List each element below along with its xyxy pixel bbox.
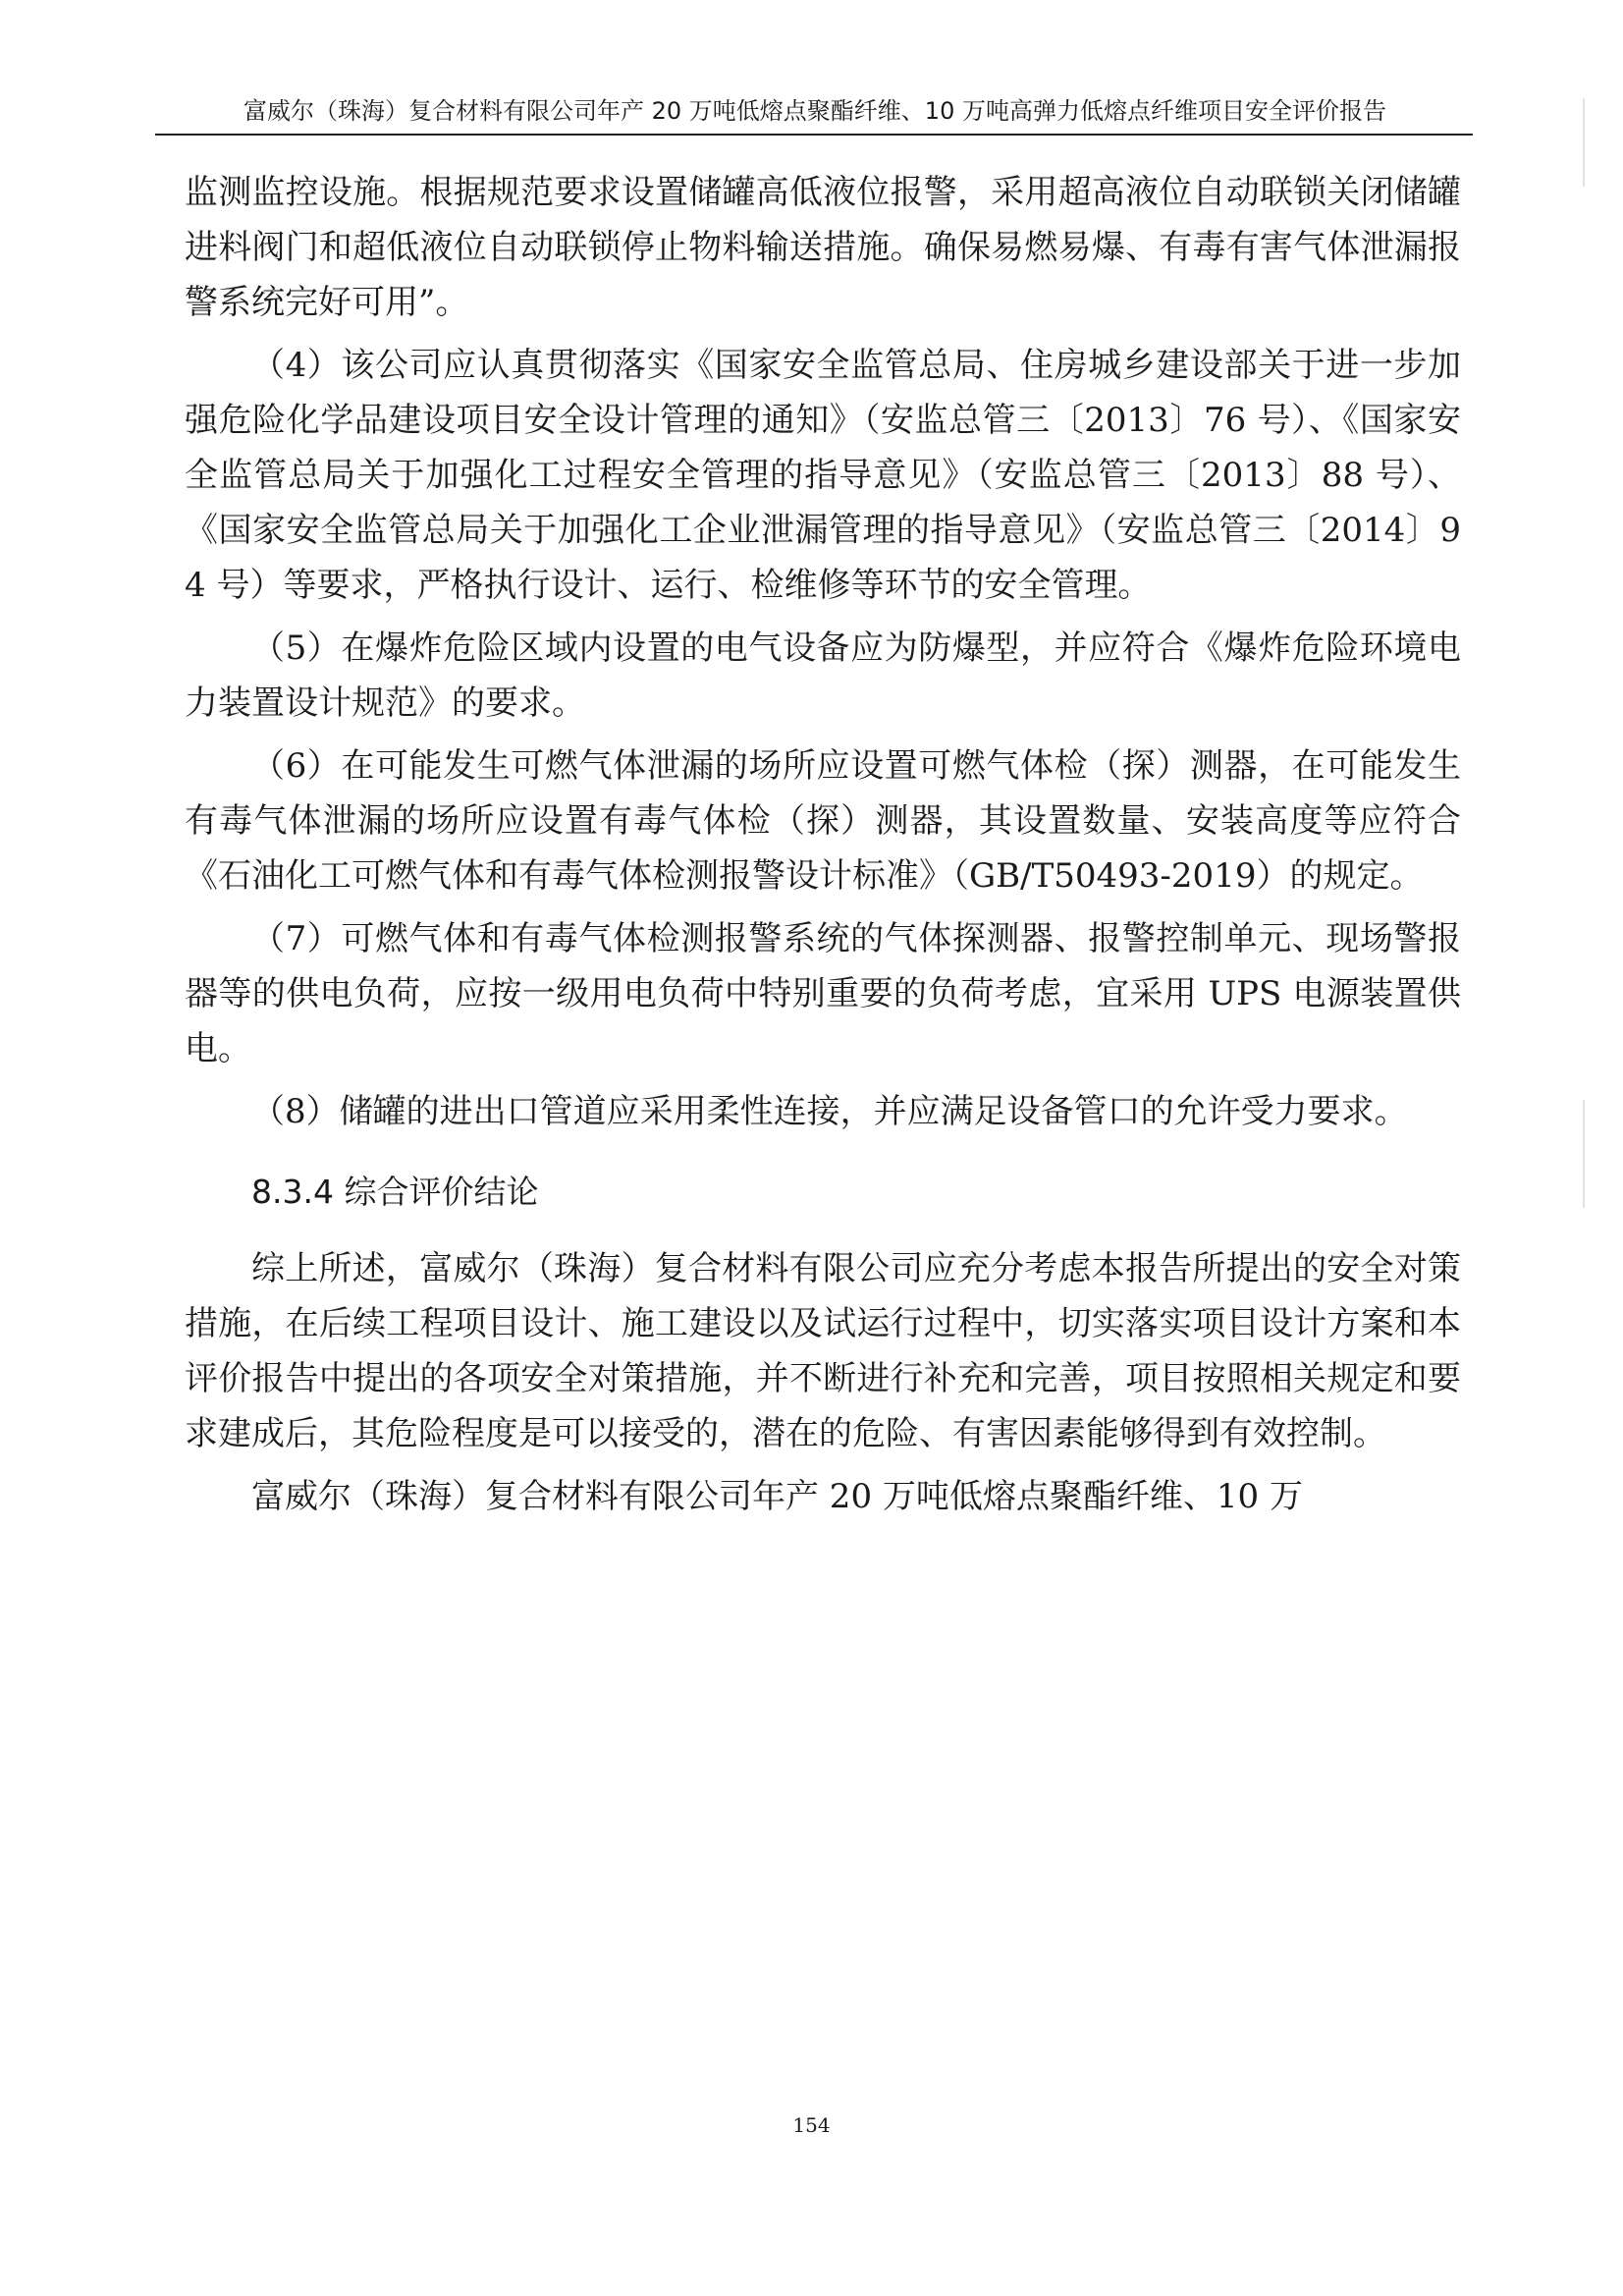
paragraph-item-4: （4）该公司应认真贯彻落实《国家安全监管总局、住房城乡建设部关于进一步加强危险化学品建设项目安全设计管理的通知》（安监总管三〔2013〕76 号）、《国家安全监管总局关于加强化工过程安全管理的指导意见》（安监总管三〔2013〕88 号）、《国家安全监管总局关于加强化工企业泄漏管理的指导意见》（安监总管三〔2014〕94 号）等要求，严格执行设计、运行、检维修等环节的安全管理。 bbox=[185, 346, 1461, 605]
scan-edge-mark bbox=[1583, 98, 1585, 187]
paragraph-continuation: 监测监控设施。根据规范要求设置储罐高低液位报警，采用超高液位自动联锁关闭储罐进料阀门和超低液位自动联锁停止物料输送措施。确保易燃易爆、有毒有害气体泄漏报警系统完好可用”。 bbox=[185, 173, 1461, 322]
paragraph-item-5: （5）在爆炸危险区域内设置的电气设备应为防爆型，并应符合《爆炸危险环境电力装置设计规范》的要求。 bbox=[185, 629, 1461, 723]
scan-edge-mark bbox=[1583, 1100, 1585, 1208]
page-number: 154 bbox=[792, 2113, 831, 2137]
running-header: 富威尔（珠海）复合材料有限公司年产 20 万吨低熔点聚酯纤维、10 万吨高弹力低熔点纤维项目安全评价报告 bbox=[243, 97, 1386, 125]
paragraph-item-8: （8）储罐的进出口管道应采用柔性连接，并应满足设备管口的允许受力要求。 bbox=[251, 1092, 1408, 1131]
section-heading: 8.3.4 综合评价结论 bbox=[251, 1173, 539, 1211]
paragraph-conclusion: 综上所述，富威尔（珠海）复合材料有限公司应充分考虑本报告所提出的安全对策措施，在后续工程项目设计、施工建设以及试运行过程中，切实落实项目设计方案和本评价报告中提出的各项安全对策措施，并不断进行补充和完善，项目按照相关规定和要求建成后，其危险程度是可以接受的，潜在的危险、有害因素能够得到有效控制。 bbox=[185, 1249, 1461, 1453]
paragraph-item-7: （7）可燃气体和有毒气体检测报警系统的气体探测器、报警控制单元、现场警报器等的供电负荷，应按一级用电负荷中特别重要的负荷考虑，宜采用 UPS 电源装置供电。 bbox=[185, 919, 1461, 1068]
paragraph-project: 富威尔（珠海）复合材料有限公司年产 20 万吨低熔点聚酯纤维、10 万 bbox=[251, 1477, 1303, 1516]
body-text bbox=[185, 165, 1461, 1524]
paragraph-item-6: （6）在可能发生可燃气体泄漏的场所应设置可燃气体检（探）测器，在可能发生有毒气体泄漏的场所应设置有毒气体检（探）测器，其设置数量、安装高度等应符合《石油化工可燃气体和有毒气体检测报警设计标准》（GB/T50493-2019）的规定。 bbox=[185, 746, 1461, 896]
header-rule bbox=[155, 134, 1473, 136]
